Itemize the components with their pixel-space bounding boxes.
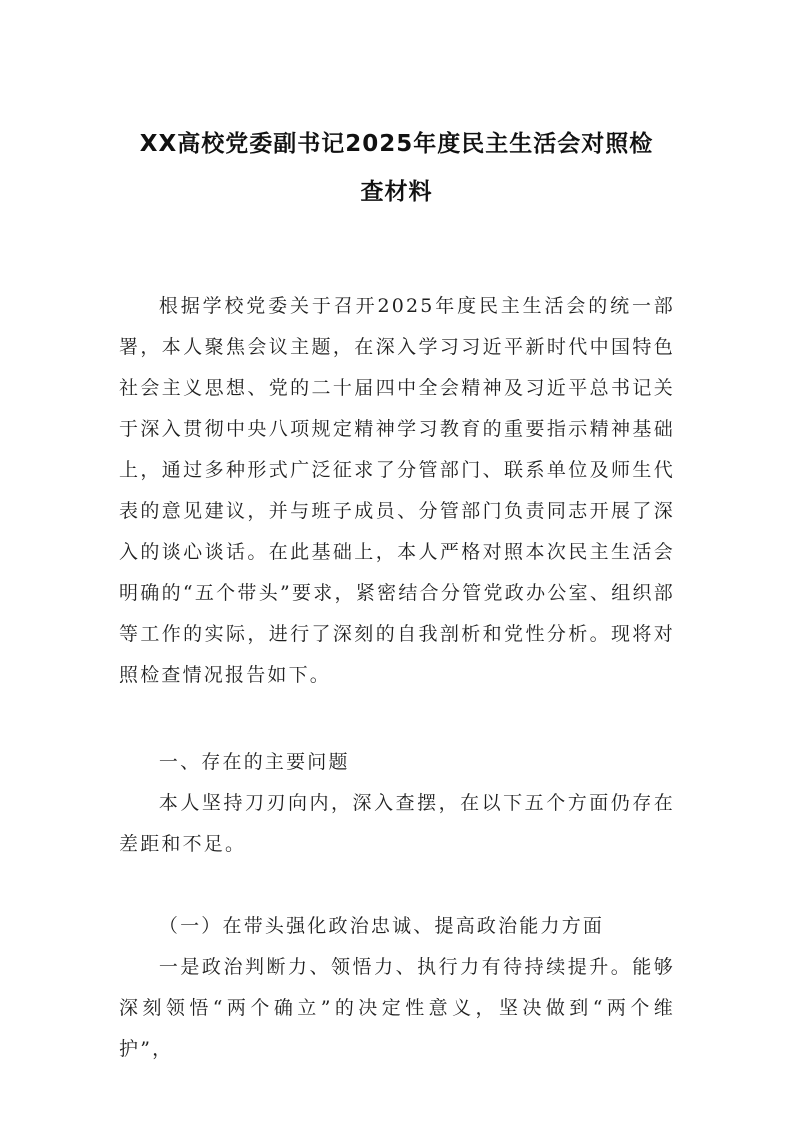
intro-section xyxy=(119,286,675,696)
section-1 xyxy=(119,742,675,783)
title-line-1: XX高校党委副书记2025年度民主生活会对照检 xyxy=(139,131,654,157)
subsection-1-heading: （一）在带头强化政治忠诚、提高政治能力方面 xyxy=(158,915,605,937)
section-1-paragraph: 本人坚持刀刃向内，深入查摆，在以下五个方面仍存在差距和不足。 xyxy=(119,792,675,855)
subsection-1 xyxy=(119,906,675,947)
section-1-heading: 一、存在的主要问题 xyxy=(158,751,350,773)
subsection-1-body xyxy=(119,947,675,1070)
document-title xyxy=(100,120,693,216)
section-1-body xyxy=(119,783,675,865)
subsection-1-paragraph: 一是政治判断力、领悟力、执行力有待持续提升。能够深刻领悟“两个确立”的决定性意义，坚决做到“两个维护”， xyxy=(119,956,675,1060)
title-line-2: 查材料 xyxy=(360,179,433,205)
intro-paragraph: 根据学校党委关于召开2025年度民主生活会的统一部署，本人聚焦会议主题，在深入学习习近平新时代中国特色社会主义思想、党的二十届四中全会精神及习近平总书记关于深入贯彻中央八项规定精神学习教育的重要指示精神基础上，通过多种形式广泛征求了分管部门、联系单位及师生代表的意见建议，并与班子成员、分管部门负责同志开展了深入的谈心谈话。在此基础上，本人严格对照本次民主生活会明确的“五个带头”要求，紧密结合分管党政办公室、组织部等工作的实际，进行了深刻的自我剖析和党性分析。现将对照检查情况报告如下。 xyxy=(119,295,675,686)
